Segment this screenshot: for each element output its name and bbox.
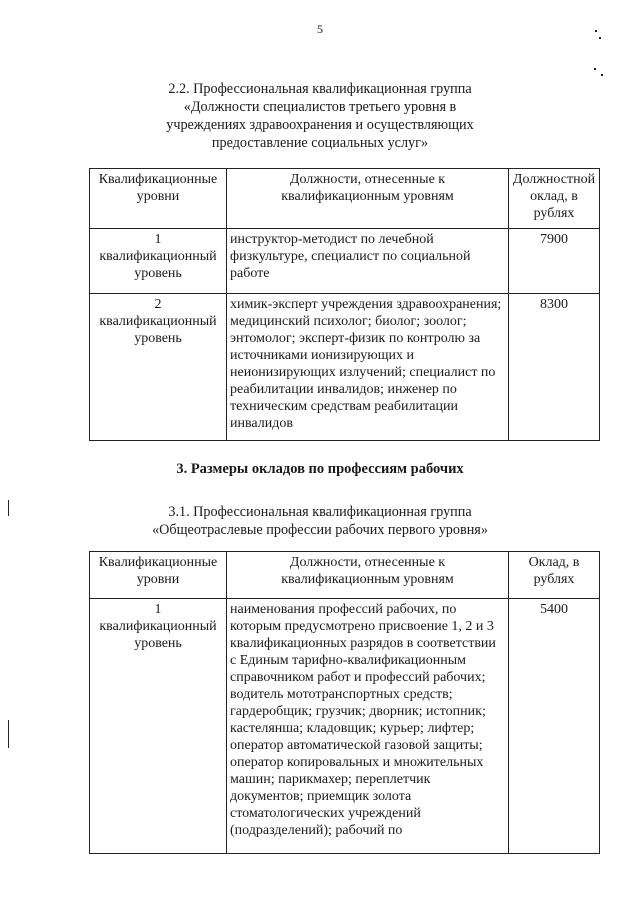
heading-line: «Должности специалистов третьего уровня в	[183, 99, 457, 115]
page-number: 5	[317, 22, 323, 36]
level-number: 1	[154, 232, 162, 247]
header-salary: Должностной оклад, в рублях	[509, 169, 600, 229]
salary-cell: 8300	[509, 294, 600, 441]
scan-edge-mark	[8, 500, 9, 516]
heading-line: «Общеотраслевые профессии рабочих первого уровня»	[152, 522, 488, 538]
header-salary: Оклад, в рублях	[509, 552, 600, 599]
header-positions: Должности, отнесенные к квалификационным уровням	[227, 552, 509, 599]
scan-speck	[601, 74, 603, 76]
table-header-row	[90, 169, 600, 229]
level-label: квалификационный уровень	[99, 314, 217, 346]
heading-line: 3.1. Профессиональная квалификационная группа	[168, 504, 472, 520]
positions-cell: наименования профессий рабочих, по которым предусмотрено присвоение 1, 2 и 3 квалификационных разрядов в соответствии с Единым тарифно-квалификационным справочником работ и профессий рабочих; водитель мототранспортных средств; гардеробщик; грузчик; дворник; истопник; кастелянша; кладовщик; курьер; лифтер; оператор автоматической газовой защиты; оператор копировальных и множительных машин; парикмахер; переплетчик документов; приемщик золота стоматологических учреждений (подразделений); рабочий по	[227, 599, 509, 854]
level-cell	[90, 294, 227, 441]
section-2-2-heading	[80, 80, 560, 152]
positions-cell: химик-эксперт учреждения здравоохранения; медицинский психолог; биолог; зоолог; энтомолог; эксперт-физик по контролю за источниками ионизирующих и неионизирующих излучений; специалист по реабилитации инвалидов; инженер по техническим средствам реабилитации инвалидов	[227, 294, 509, 441]
salary-cell: 5400	[509, 599, 600, 854]
salary-table-3-1	[89, 551, 600, 854]
header-levels: Квалификационные уровни	[90, 169, 227, 229]
scan-edge-mark	[8, 720, 9, 748]
heading-line: 2.2. Профессиональная квалификационная группа	[168, 81, 472, 97]
salary-cell: 7900	[509, 229, 600, 294]
scan-speck	[595, 30, 597, 32]
level-cell	[90, 599, 227, 854]
scan-speck	[594, 68, 596, 70]
header-levels: Квалификационные уровни	[90, 552, 227, 599]
table-row	[90, 229, 600, 294]
positions-cell: инструктор-методист по лечебной физкультуре, специалист по социальной работе	[227, 229, 509, 294]
table-row	[90, 294, 600, 441]
table-header-row	[90, 552, 600, 599]
table-row	[90, 599, 600, 854]
heading-line: учреждениях здравоохранения и осуществляющих	[166, 117, 474, 133]
level-label: квалификационный уровень	[99, 619, 217, 651]
level-label: квалификационный уровень	[99, 249, 217, 281]
heading-line: предоставление социальных услуг»	[211, 135, 429, 151]
level-number: 1	[154, 602, 162, 617]
section-3-1-heading	[80, 503, 560, 539]
level-cell	[90, 229, 227, 294]
section-3-title: 3. Размеры окладов по профессиям рабочих	[176, 461, 464, 477]
scan-speck	[599, 37, 601, 39]
salary-table-2-2	[89, 168, 600, 441]
level-number: 2	[154, 297, 162, 312]
header-positions: Должности, отнесенные к квалификационным уровням	[227, 169, 509, 229]
